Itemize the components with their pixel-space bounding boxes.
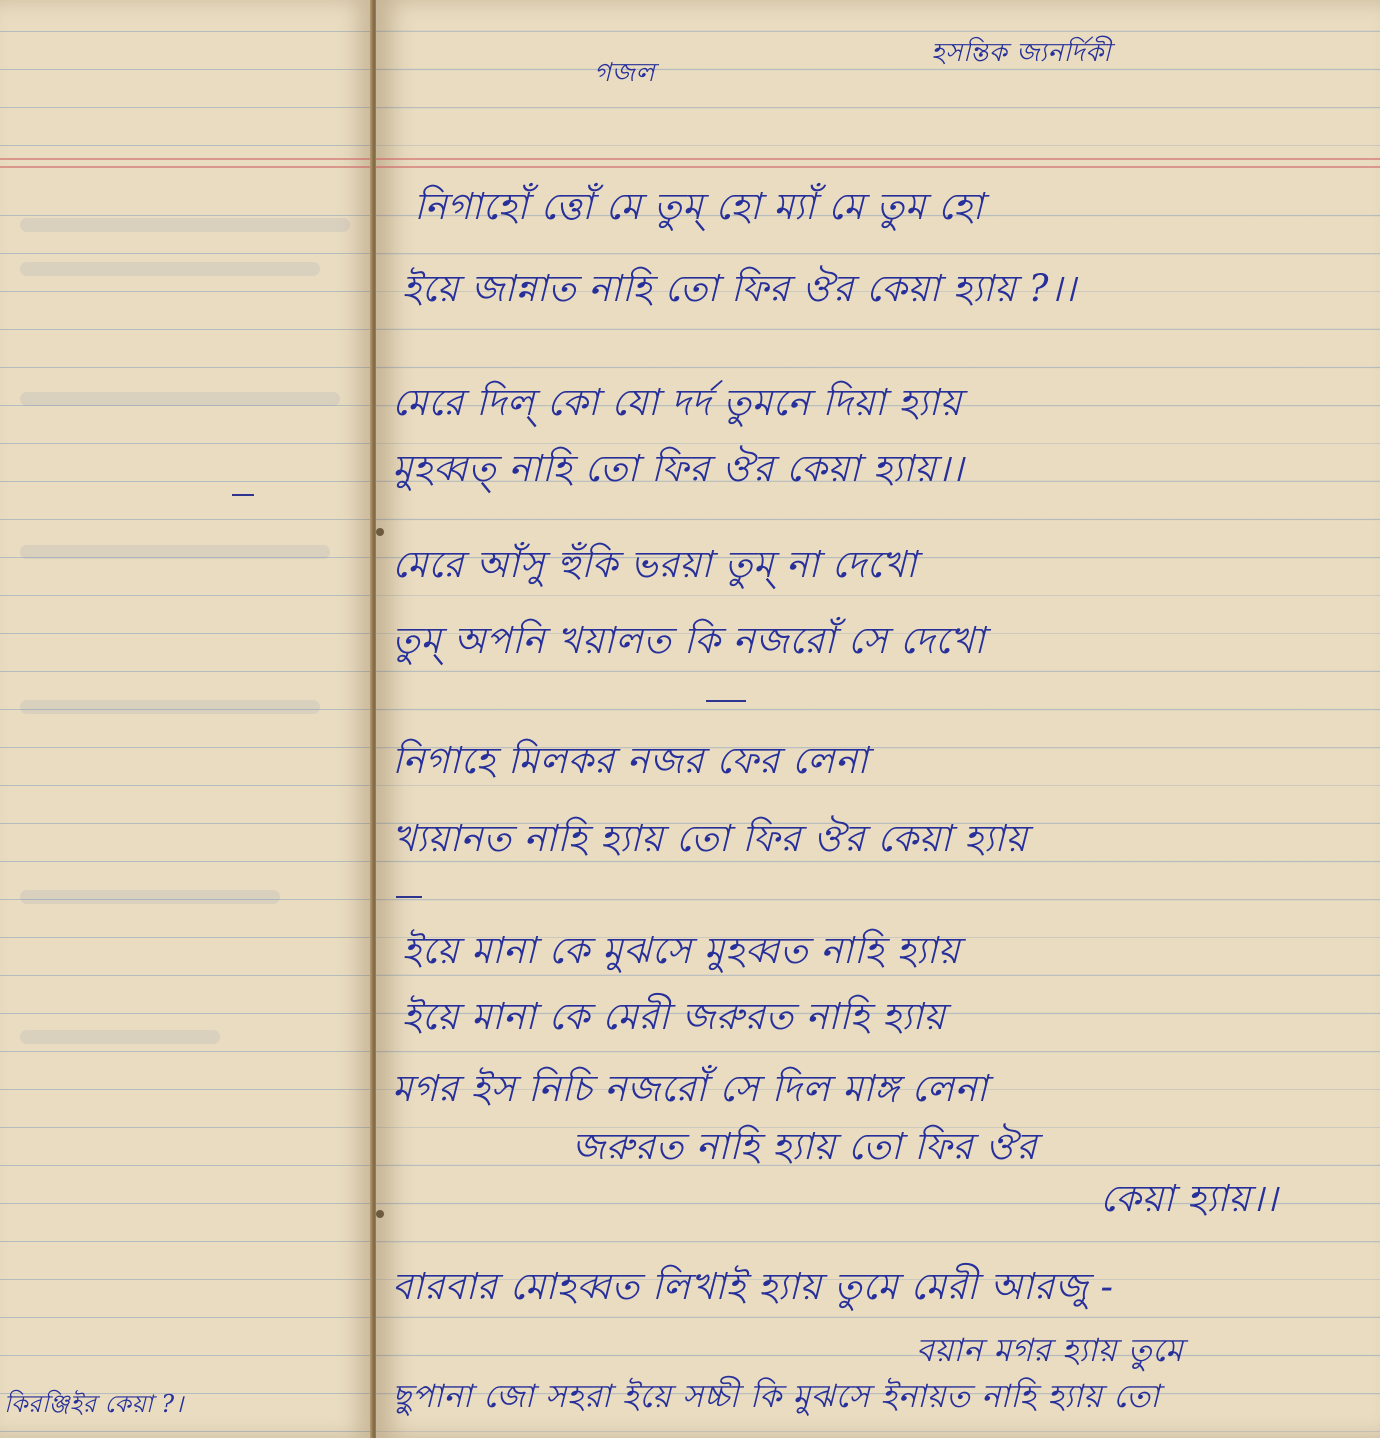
poem-line: ছুপানা জো সহরা ইয়ে সচ্চী কি মুঝসে ইনায়ত নাহি হ্যায় তো (392, 1377, 1160, 1415)
poem-line: মুহব্বত্ নাহি তো ফির ঔর কেয়া হ্যায়।। (392, 447, 964, 490)
poem-line: ইয়ে মানা কে মুঝসে মুহব্বত নাহি হ্যায় (402, 929, 961, 972)
poem-line: কেয়া হ্যায়।। (1100, 1177, 1278, 1220)
left-page-bottom-text: কিরঞ্জিইর কেয়া ?। (4, 1390, 184, 1418)
poem-line: মেরে দিল্ কো যো দর্দ তুমনে দিয়া হ্যায় (392, 381, 962, 424)
poem-line: বয়ান মগর হ্যায় তুমে (916, 1331, 1184, 1369)
right-notebook-page (376, 0, 1380, 1438)
left-notebook-page (0, 0, 372, 1438)
poem-line: মগর ইস নিচি নজরোঁ সে দিল মাঙ্গ লেনা (392, 1067, 988, 1110)
poem-line: তুম্ অপনি খয়ালত কি নজরোঁ সে দেখো (392, 619, 986, 662)
poem-line: মেরে আঁসু হুঁকি ভরয়া তুম্ না দেখো (392, 543, 917, 586)
poem-line: বারবার মোহব্বত লিখাই হ্যায় তুমে মেরী আরজু - (392, 1265, 1114, 1308)
bleed-through-ink (20, 890, 280, 904)
poem-line: ইয়ে জান্নাত নাহি তো ফির ঔর কেয়া হ্যায় ?।। (402, 267, 1077, 310)
poem-line: ইয়ে মানা কে মেরী জরুরত নাহি হ্যায় (402, 995, 946, 1038)
ink-mark (396, 896, 422, 898)
bleed-through-ink (20, 700, 320, 714)
ink-mark (232, 494, 254, 496)
bleed-through-ink (20, 218, 350, 232)
poem-line: নিগাহে মিলকর নজর ফের লেনা (392, 739, 869, 782)
poem-heading: গজল (594, 58, 656, 88)
binding-hole (376, 1210, 384, 1218)
binding-hole (376, 528, 384, 536)
poem-line: খ্যয়ানত নাহি হ্যায় তো ফির ঔর কেয়া হ্যায় (392, 817, 1028, 860)
poem-line: নিগাহোঁ ত্তোঁ মে তুম্ হো ম্যাঁ মে তুম হো (414, 185, 984, 228)
bleed-through-ink (20, 545, 330, 559)
bleed-through-ink (20, 1030, 220, 1044)
bleed-through-ink (20, 392, 340, 406)
poem-author: হসন্তিক জ্যনর্দিকী (931, 38, 1112, 68)
bleed-through-ink (20, 262, 320, 276)
poem-line: জরুরত নাহি হ্যায় তো ফির ঔর (572, 1125, 1038, 1168)
ink-mark (706, 700, 746, 702)
